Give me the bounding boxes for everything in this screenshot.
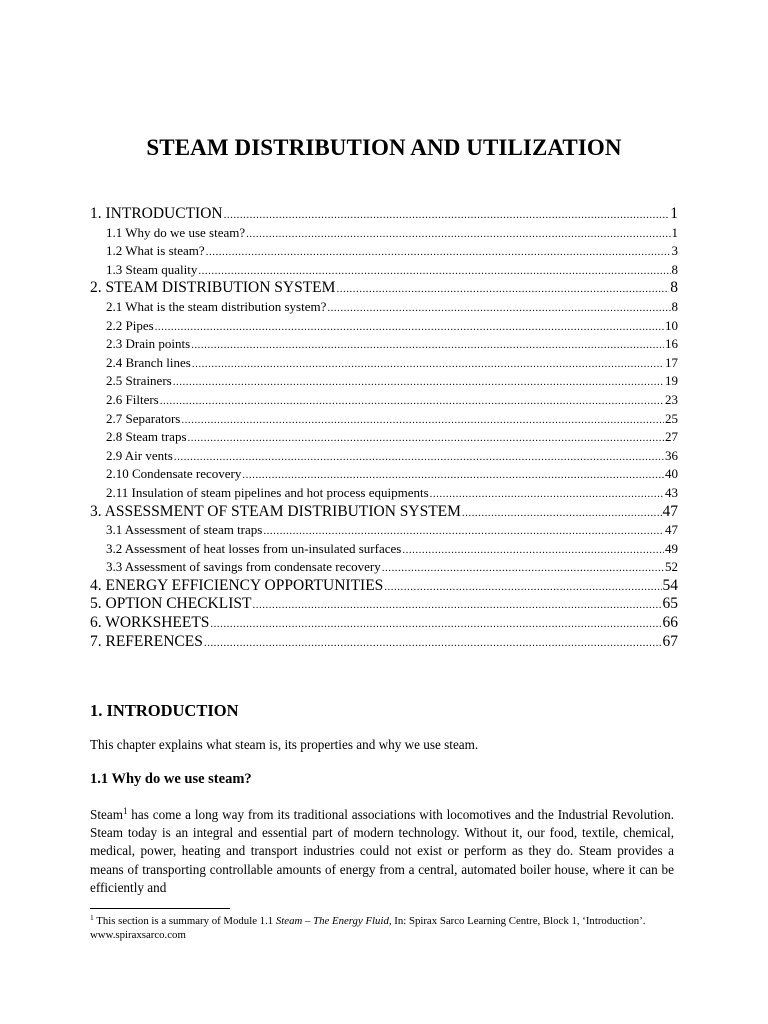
toc-entry[interactable] bbox=[90, 298, 678, 317]
toc-dot-leader bbox=[224, 206, 670, 224]
footnote bbox=[90, 914, 670, 942]
toc-entry-title: 6. WORKSHEETS bbox=[90, 614, 210, 632]
toc-entry-title: 2.1 What is the steam distribution system? bbox=[106, 298, 327, 314]
toc-dot-leader bbox=[191, 336, 664, 354]
toc-entry-title: 2. STEAM DISTRIBUTION SYSTEM bbox=[90, 279, 336, 297]
toc-entry-title: 1.1 Why do we use steam? bbox=[106, 224, 246, 240]
paragraph-lead-word: Steam bbox=[90, 807, 123, 822]
toc-entry[interactable] bbox=[90, 577, 678, 596]
paragraph-text: has come a long way from its traditional associations with locomotives and the Industrial Revolution. Steam today is an integral and essential part of modern technology. Without it, our food, textile, chemical, medical, power, heating and transport industries could not exist or perform as they do. Steam provides a means of transporting controllable amounts of energy from a central, automated boiler house, where it can be efficiently and bbox=[90, 807, 674, 895]
toc-entry[interactable] bbox=[90, 595, 678, 614]
toc-dot-leader bbox=[181, 411, 664, 429]
toc-entry-title: 3.2 Assessment of heat losses from un-insulated surfaces bbox=[106, 540, 402, 556]
toc-dot-leader bbox=[384, 578, 661, 596]
toc-entry-title: 2.11 Insulation of steam pipelines and hot process equipments bbox=[106, 484, 429, 500]
toc-dot-leader bbox=[242, 466, 664, 484]
toc-entry-page: 16 bbox=[665, 336, 678, 352]
toc-entry-page: 3 bbox=[671, 243, 678, 259]
toc-entry-page: 43 bbox=[665, 484, 678, 500]
toc-entry-title: 4. ENERGY EFFICIENCY OPPORTUNITIES bbox=[90, 576, 384, 594]
toc-entry-page: 27 bbox=[665, 429, 678, 445]
toc-entry-title: 1.2 What is steam? bbox=[106, 243, 205, 259]
toc-entry[interactable] bbox=[90, 391, 678, 410]
toc-entry-page: 17 bbox=[665, 354, 678, 370]
toc-entry-page: 40 bbox=[665, 466, 678, 482]
toc-dot-leader bbox=[382, 559, 664, 577]
toc-dot-leader bbox=[252, 596, 661, 614]
toc-dot-leader bbox=[263, 522, 664, 540]
toc-entry[interactable] bbox=[90, 428, 678, 447]
toc-entry[interactable] bbox=[90, 279, 678, 298]
toc-dot-leader bbox=[188, 429, 664, 447]
toc-entry-title: 1. INTRODUCTION bbox=[90, 205, 223, 222]
intro-paragraph: This chapter explains what steam is, its properties and why we use steam. bbox=[90, 737, 479, 752]
toc-entry-title: 2.10 Condensate recovery bbox=[106, 466, 242, 482]
toc-entry[interactable] bbox=[90, 558, 678, 577]
footnote-lead: This section is a summary of Module 1.1 bbox=[93, 915, 276, 927]
toc-entry-title: 7. REFERENCES bbox=[90, 632, 203, 650]
toc-dot-leader bbox=[155, 318, 664, 336]
toc-entry-title: 2.2 Pipes bbox=[106, 317, 154, 333]
toc-entry-page: 10 bbox=[665, 317, 678, 333]
toc-entry-page: 52 bbox=[665, 559, 678, 575]
toc-entry-title: 2.5 Strainers bbox=[106, 373, 172, 389]
section-heading: 1. INTRODUCTION bbox=[90, 701, 239, 720]
document-title: STEAM DISTRIBUTION AND UTILIZATION bbox=[146, 135, 622, 160]
toc-entry-title: 2.4 Branch lines bbox=[106, 354, 191, 370]
toc-entry-page: 25 bbox=[665, 410, 678, 426]
toc-entry-page: 1 bbox=[670, 205, 678, 222]
toc-dot-leader bbox=[204, 634, 662, 652]
toc-entry-title: 3.3 Assessment of savings from condensate recovery bbox=[106, 559, 381, 575]
toc-entry[interactable] bbox=[90, 633, 678, 652]
toc-entry[interactable] bbox=[90, 242, 678, 261]
toc-entry-title: 2.9 Air vents bbox=[106, 447, 173, 463]
toc-entry[interactable] bbox=[90, 614, 678, 633]
toc-dot-leader bbox=[430, 485, 664, 503]
toc-entry-page: 23 bbox=[665, 391, 678, 407]
toc-entry[interactable] bbox=[90, 410, 678, 429]
toc-dot-leader bbox=[206, 243, 671, 261]
toc-entry-title: 2.8 Steam traps bbox=[106, 429, 187, 445]
toc-entry[interactable] bbox=[90, 354, 678, 373]
toc-dot-leader bbox=[327, 299, 670, 317]
toc-entry-page: 67 bbox=[662, 632, 678, 650]
toc-entry-title: 2.7 Separators bbox=[106, 410, 181, 426]
toc-entry[interactable] bbox=[90, 465, 678, 484]
toc-entry[interactable] bbox=[90, 224, 678, 243]
toc-entry-page: 1 bbox=[671, 224, 678, 240]
subsection-heading: 1.1 Why do we use steam? bbox=[90, 771, 252, 787]
footnote-reference[interactable]: 1 bbox=[122, 806, 128, 816]
footnote-italic-title: Steam – The Energy Fluid, bbox=[275, 915, 392, 927]
toc-entry-title: 3. ASSESSMENT OF STEAM DISTRIBUTION SYSTEM bbox=[90, 502, 461, 520]
toc-entry-title: 3.1 Assessment of steam traps bbox=[106, 522, 263, 538]
toc-entry-title: 2.3 Drain points bbox=[106, 336, 191, 352]
toc-entry[interactable] bbox=[90, 261, 678, 280]
toc-entry-page: 8 bbox=[670, 279, 678, 297]
toc-dot-leader bbox=[462, 504, 662, 522]
toc-entry[interactable] bbox=[90, 205, 678, 224]
toc-entry[interactable] bbox=[90, 503, 678, 522]
toc-dot-leader bbox=[210, 615, 661, 633]
toc-entry-page: 49 bbox=[665, 540, 678, 556]
toc-entry[interactable] bbox=[90, 447, 678, 466]
toc-dot-leader bbox=[173, 373, 664, 391]
toc-entry-title: 5. OPTION CHECKLIST bbox=[90, 595, 252, 613]
toc-dot-leader bbox=[336, 280, 669, 298]
toc-entry-page: 47 bbox=[665, 522, 678, 538]
toc-entry[interactable] bbox=[90, 521, 678, 540]
toc-dot-leader bbox=[402, 541, 664, 559]
toc-dot-leader bbox=[192, 355, 664, 373]
toc-entry[interactable] bbox=[90, 372, 678, 391]
toc-entry-title: 2.6 Filters bbox=[106, 391, 159, 407]
toc-dot-leader bbox=[246, 225, 670, 243]
toc-entry[interactable] bbox=[90, 540, 678, 559]
toc-dot-leader bbox=[160, 392, 664, 410]
toc-entry-page: 8 bbox=[671, 298, 678, 314]
toc-entry-page: 36 bbox=[665, 447, 678, 463]
toc-dot-leader bbox=[198, 262, 670, 280]
toc-entry[interactable] bbox=[90, 335, 678, 354]
toc-entry-page: 8 bbox=[671, 261, 678, 277]
table-of-contents bbox=[90, 205, 678, 651]
footnote-marker: 1 bbox=[90, 913, 94, 922]
toc-entry-page: 19 bbox=[665, 373, 678, 389]
toc-dot-leader bbox=[174, 448, 664, 466]
toc-entry[interactable] bbox=[90, 317, 678, 336]
toc-entry-page: 66 bbox=[662, 614, 678, 632]
body-paragraph bbox=[90, 806, 674, 897]
toc-entry-title: 1.3 Steam quality bbox=[106, 261, 198, 277]
footnote-rest: In: Spirax Sarco Learning Centre, Block 1, ‘Introduction’. www.spiraxsarco.com bbox=[90, 915, 646, 941]
footnote-divider bbox=[90, 908, 230, 909]
toc-entry-page: 47 bbox=[662, 502, 678, 520]
toc-entry[interactable] bbox=[90, 484, 678, 503]
toc-entry-page: 65 bbox=[662, 595, 678, 613]
toc-entry-page: 54 bbox=[662, 576, 678, 594]
